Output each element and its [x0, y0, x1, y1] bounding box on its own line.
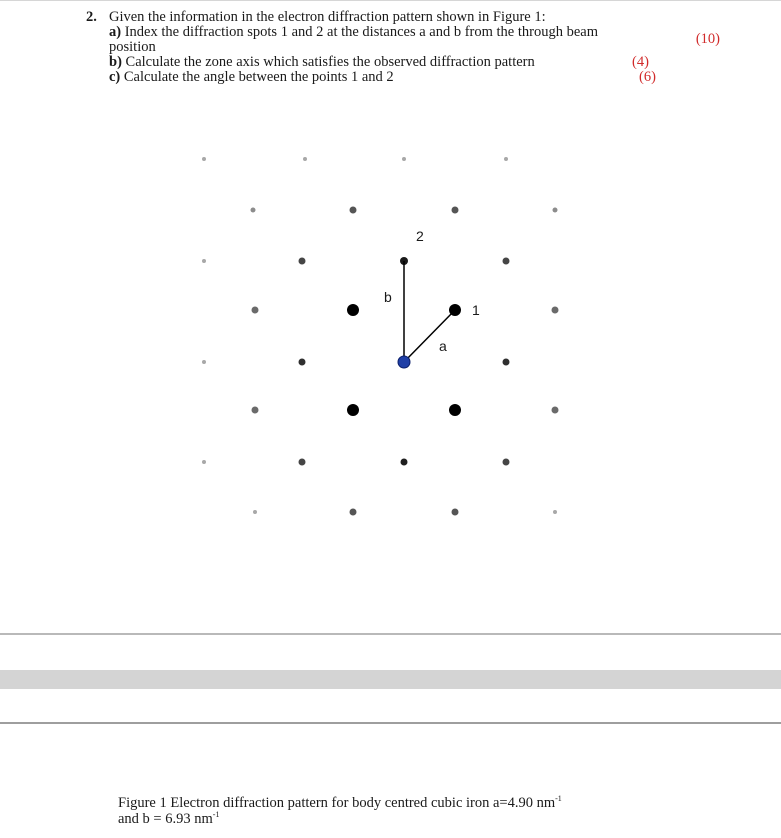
caption-line-1-text: Figure 1 Electron diffraction pattern for body centred cubic iron a=4.90 nm: [118, 795, 556, 811]
spot-weak: [253, 510, 257, 514]
label-spot-2: 2: [416, 228, 424, 244]
part-b-text: Calculate the zone axis which satisfies the observed diffraction pattern: [125, 54, 535, 70]
grey-band: [0, 670, 781, 689]
spot-weak: [504, 157, 508, 161]
question-number: 2.: [86, 9, 97, 25]
diffraction-spots: [202, 157, 559, 516]
caption-line-1: [118, 795, 718, 811]
part-c-marks: (6): [639, 69, 656, 85]
spot-strong: [347, 404, 359, 416]
top-rule: [0, 0, 781, 1]
spot-weak: [251, 208, 256, 213]
through-beam-spot: [398, 356, 410, 368]
spot-strong: [449, 404, 461, 416]
spot-medium: [552, 307, 559, 314]
spot-medium: [452, 207, 459, 214]
spot-medium: [503, 258, 510, 265]
spot-medium: [299, 258, 306, 265]
question-intro-text: Given the information in the electron diffraction pattern shown in Figure 1:: [109, 9, 546, 25]
spot-medium: [503, 359, 510, 366]
spot-medium: [350, 207, 357, 214]
spot-weak: [553, 510, 557, 514]
label-vector-a: a: [439, 338, 447, 354]
spot-weak: [303, 157, 307, 161]
part-a-letter: a): [109, 24, 122, 40]
question-intro: [86, 10, 726, 25]
part-b-marks: (4): [632, 54, 649, 70]
spot-medium: [503, 459, 510, 466]
spot-medium: [299, 359, 306, 366]
spot-weak: [402, 157, 406, 161]
caption-line-2: [118, 811, 718, 827]
spot-medium: [252, 407, 259, 414]
spot-medium: [252, 307, 259, 314]
part-b-letter: b): [109, 54, 122, 70]
spot-medium: [452, 509, 459, 516]
section-divider: [0, 722, 781, 724]
spot-weak: [202, 259, 206, 263]
spot-medium: [299, 459, 306, 466]
part-c-letter: c): [109, 69, 121, 85]
part-a-text-line1: Index the diffraction spots 1 and 2 at the distances a and b from the through beam: [124, 24, 598, 40]
spot-weak: [202, 157, 206, 161]
part-b: [86, 55, 726, 70]
diffraction-pattern: [150, 120, 610, 560]
vector-a-line: [404, 310, 455, 362]
question-block: [86, 10, 726, 85]
spot-medium: [401, 459, 408, 466]
caption-line-1-superscript: -1: [555, 794, 562, 803]
spot-strong: [347, 304, 359, 316]
caption-line-2-text: and b = 6.93 nm: [118, 811, 213, 827]
part-c: [86, 70, 726, 85]
label-spot-1: 1: [472, 302, 480, 318]
spot-weak: [553, 208, 558, 213]
spot-medium: [552, 407, 559, 414]
spot-weak: [202, 360, 206, 364]
part-a-marks: (10): [695, 31, 720, 47]
caption-line-2-superscript: -1: [212, 810, 220, 819]
part-c-text: Calculate the angle between the points 1 and 2: [123, 69, 394, 85]
spot-medium: [350, 509, 357, 516]
section-divider: [0, 633, 781, 635]
part-a-text-line2: position: [109, 39, 156, 55]
figure-caption: [118, 795, 718, 827]
label-vector-b: b: [384, 289, 392, 305]
part-a: [86, 25, 726, 40]
spot-weak: [202, 460, 206, 464]
